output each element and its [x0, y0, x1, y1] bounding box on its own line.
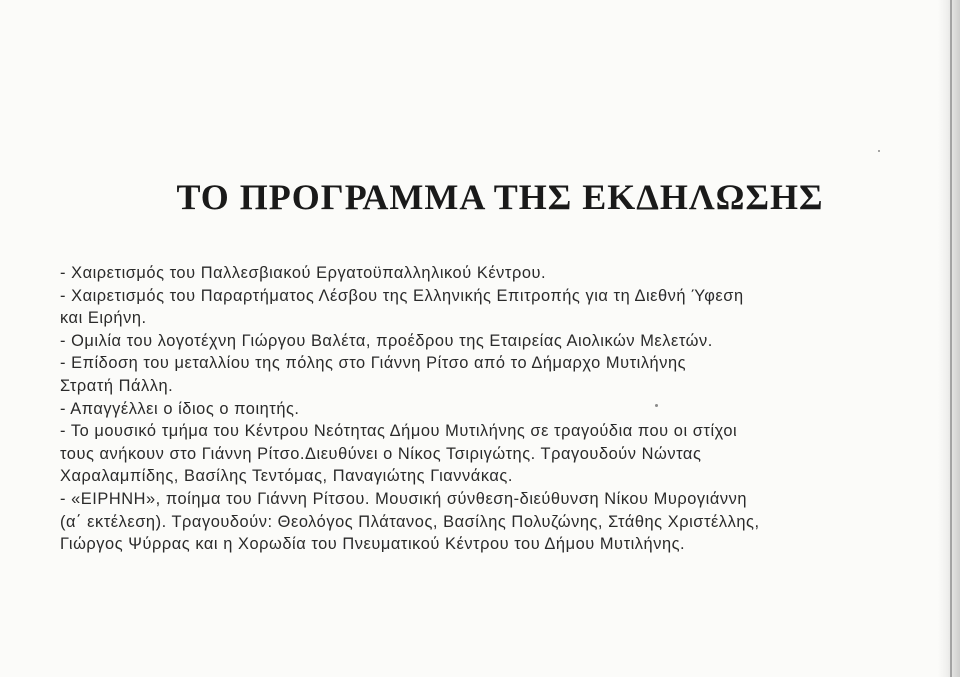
program-line: Γιώργος Ψύρρας και η Χορωδία του Πνευματικού Κέντρου του Δήμου Μυτιλήνης. [60, 535, 686, 554]
program-line: - Χαιρετισμός του Παλλεσβιακού Εργατοϋπαλληλικού Κέντρου. [60, 264, 547, 282]
program-line: τους ανήκουν στο Γιάννη Ρίτσο.Διευθύνει ο Νίκος Τσιριγώτης. Τραγουδούν Νώντας [60, 444, 702, 463]
program-line: - Το μουσικό τμήμα του Κέντρου Νεότητας Δήμου Μυτιλήνης σε τραγούδια που οι στίχοι [60, 422, 738, 441]
program-line: - «ΕΙΡΗΝΗ», ποίημα του Γιάννη Ρίτσου. Μουσική σύνθεση-διεύθυνση Νίκου Μυρογιάννη [60, 489, 748, 508]
program-line: - Επίδοση του μεταλλίου της πόλης στο Γιάννη Ρίτσο από το Δήμαρχο Μυτιλήνης [60, 354, 687, 373]
program-line: και Ειρήνη. [60, 309, 147, 328]
page-edge-shadow [938, 0, 960, 677]
scan-speck [878, 150, 880, 152]
page-title: ΤΟ ΠΡΟΓΡΑΜΜΑ ΤΗΣ ΕΚΔΗΛΩΣΗΣ [176, 177, 824, 217]
program-line: - Χαιρετισμός του Παραρτήματος Λέσβου της Ελληνικής Επιτροπής για τη Διεθνή Ύφεση [60, 286, 744, 305]
program-list [60, 262, 920, 556]
program-line: - Απαγγέλλει ο ίδιος ο ποιητής. [60, 399, 300, 418]
program-line: (α΄ εκτέλεση). Τραγουδούν: Θεολόγος Πλάτανος, Βασίλης Πολυζώνης, Στάθης Χριστέλλης, [60, 512, 760, 531]
page-edge-line [950, 0, 952, 677]
program-line: - Ομιλία του λογοτέχνη Γιώργου Βαλέτα, προέδρου της Εταιρείας Αιολικών Μελετών. [60, 331, 713, 350]
program-line: Στρατή Πάλλη. [60, 376, 174, 395]
program-line: Χαραλαμπίδης, Βασίλης Τεντόμας, Παναγιώτης Γιαννάκας. [60, 467, 513, 486]
